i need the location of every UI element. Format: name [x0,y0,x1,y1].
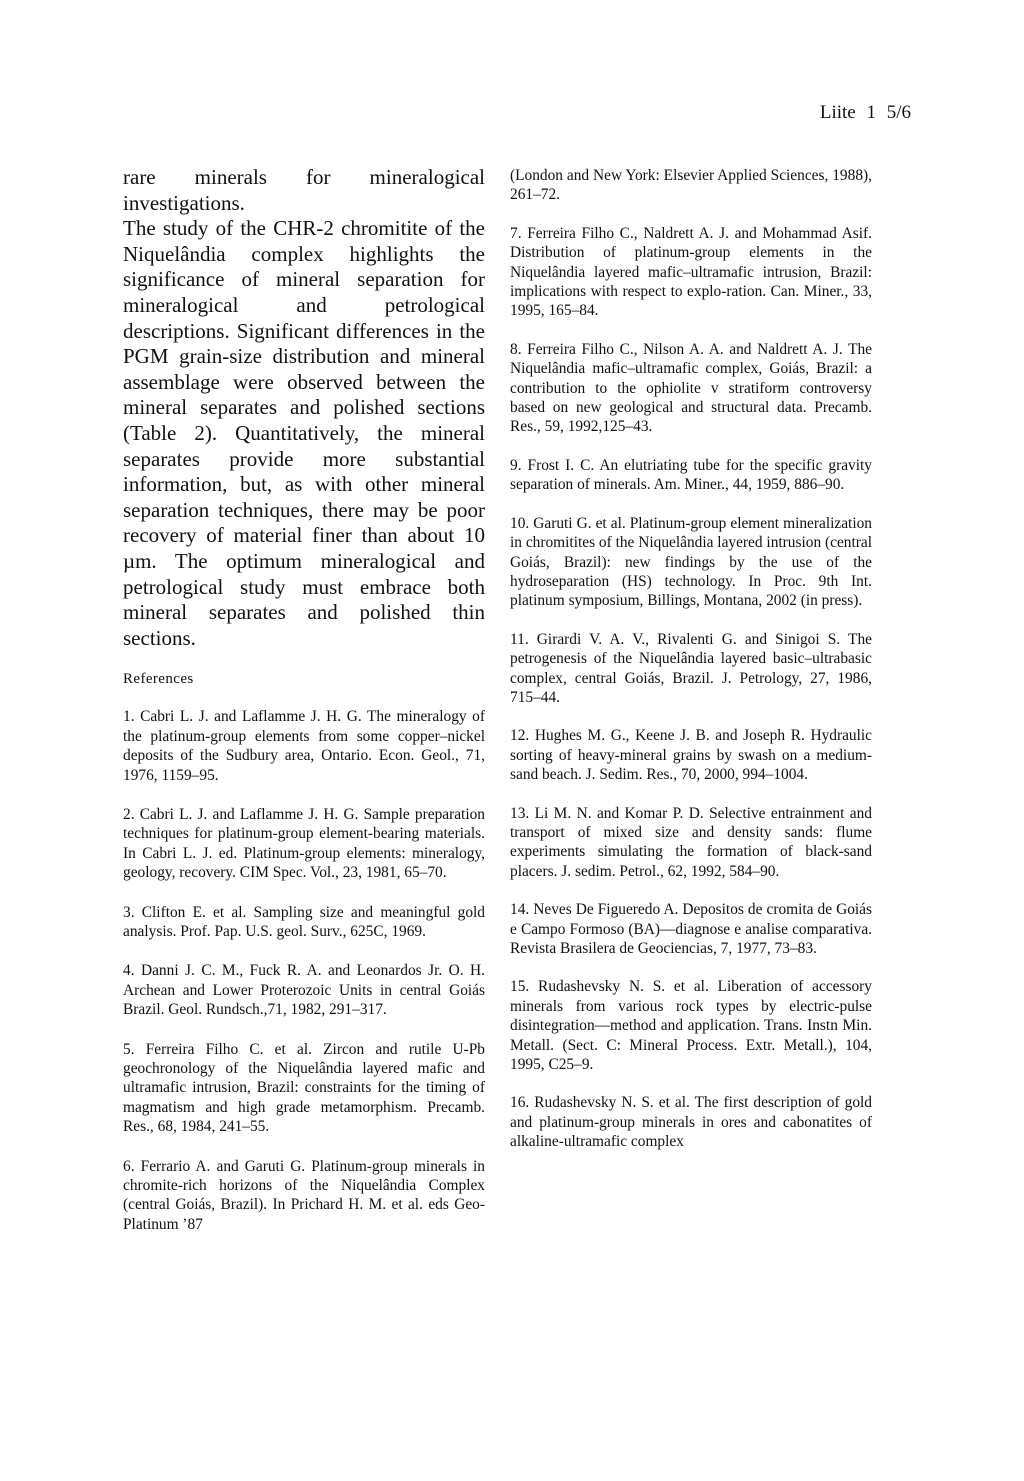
reference-item: 16. Rudashevsky N. S. et al. The first description of gold and platinum-group minerals in ores and cabonatites of alkaline-ultramafic complex [510,1094,872,1151]
reference-item: 6. Ferrario A. and Garuti G. Platinum-group minerals in chromite-rich horizons of the Niquelândia Complex (central Goiás, Brazil). In Prichard H. M. et al. eds Geo-Platinum ’87 [123,1157,485,1233]
reference-item: 2. Cabri L. J. and Laflamme J. H. G. Sample preparation techniques for platinum-group element-bearing materials. In Cabri L. J. ed. Platinum-group elements: mineralogy, geology, recovery. CIM Spec. Vol., 23, 1981, 65–70. [123,805,485,882]
body-text-start: rare minerals for mineralogical investigations. [123,165,485,215]
right-column [510,166,872,1171]
left-column [123,165,485,1254]
reference-item: 15. Rudashevsky N. S. et al. Liberation of accessory minerals from various rock types by electric-pulse disintegration—method and application. Trans. Instn Min. Metall. (Sect. C: Mineral Process. Extr. Metall.), 104, 1995, C25–9. [510,978,872,1074]
reference-item: 9. Frost I. C. An elutriating tube for the specific gravity separation of minerals. Am. Miner., 44, 1959, 886–90. [510,456,872,494]
reference-item: 8. Ferreira Filho C., Nilson A. A. and Naldrett A. J. The Niquelândia mafic–ultramafic complex, Goiás, Brazil: a contribution to the ophiolite v stratiform controversy based on new geological and structural data. Precamb. Res., 59, 1992,125–43. [510,340,872,436]
reference-item: 3. Clifton E. et al. Sampling size and meaningful gold analysis. Prof. Pap. U.S. geol. Surv., 625C, 1969. [123,903,485,940]
page-header: Liite 1 5/6 [819,102,911,123]
reference-item: 4. Danni J. C. M., Fuck R. A. and Leonardos Jr. O. H. Archean and Lower Proterozoic Units in central Goiás Brazil. Geol. Rundsch.,71, 1982, 291–317. [123,962,485,1019]
reference-item: 11. Girardi V. A. V., Rivalenti G. and Sinigoi S. The petrogenesis of the Niquelândia layered basic–ultrabasic complex, central Goiás, Brazil. J. Petrology, 27, 1986, 715–44. [510,630,872,706]
reference-item: 7. Ferreira Filho C., Naldrett A. J. and Mohammad Asif. Distribution of platinum-group elements in the Niquelândia layered mafic–ultramafic intrusion, Brazil: implications with respect to explo-ration. Can. Miner., 33, 1995, 165–84. [510,224,872,320]
references-heading: References [123,671,194,688]
references-list-left [123,707,485,1234]
reference-item: 1. Cabri L. J. and Laflamme J. H. G. The mineralogy of the platinum-group elements from some copper–nickel deposits of the Sudbury area, Ontario. Econ. Geol., 71, 1976, 1159–95. [123,708,485,784]
reference-item: 14. Neves De Figueredo A. Depositos de cromita de Goiás e Campo Formoso (BA)—diagnose e analise comparativa. Revista Brasilera de Geociencias, 7, 1977, 73–83. [510,901,872,957]
reference-item: 10. Garuti G. et al. Platinum-group element mineralization in chromitites of the Niquelândia layered intrusion (central Goiás, Brazil): new findings by the use of the hydroseparation (HS) technology. In Proc. 9th Int. platinum symposium, Billings, Montana, 2002 (in press). [510,514,872,610]
body-paragraph: The study of the CHR-2 chromitite of the Niquelândia complex highlights the significance of mineral separation for mineralogical and petrological descriptions. Significant differences in the PGM grain-size distribution and mineral assemblage were observed between the mineral separates and polished sections (Table 2). Quantitatively, the mineral separates provide more substantial information, but, as with other mineral separation techniques, there may be poor recovery of material finer than about 10 µm. The optimum mineralogical and petrological study must embrace both mineral separates and polished thin sections. [123,216,485,650]
reference-item: 13. Li M. N. and Komar P. D. Selective entrainment and transport of mixed size and density sands: flume experiments simulating the formation of black-sand placers. J. sedim. Petrol., 62, 1992, 584–90. [510,804,872,880]
reference-item: 5. Ferreira Filho C. et al. Zircon and rutile U-Pb geochronology of the Niquelândia layered mafic and ultramafic intrusion, Brazil: constraints for the timing of magmatism and high grade metamorphism. Precamb. Res., 68, 1984, 241–55. [123,1040,485,1136]
reference-continuation: (London and New York: Elsevier Applied Sciences, 1988), 261–72. [510,167,872,204]
reference-item: 12. Hughes M. G., Keene J. B. and Joseph R. Hydraulic sorting of heavy-mineral grains by swash on a medium-sand beach. J. Sedim. Res., 70, 2000, 994–1004. [510,727,872,784]
